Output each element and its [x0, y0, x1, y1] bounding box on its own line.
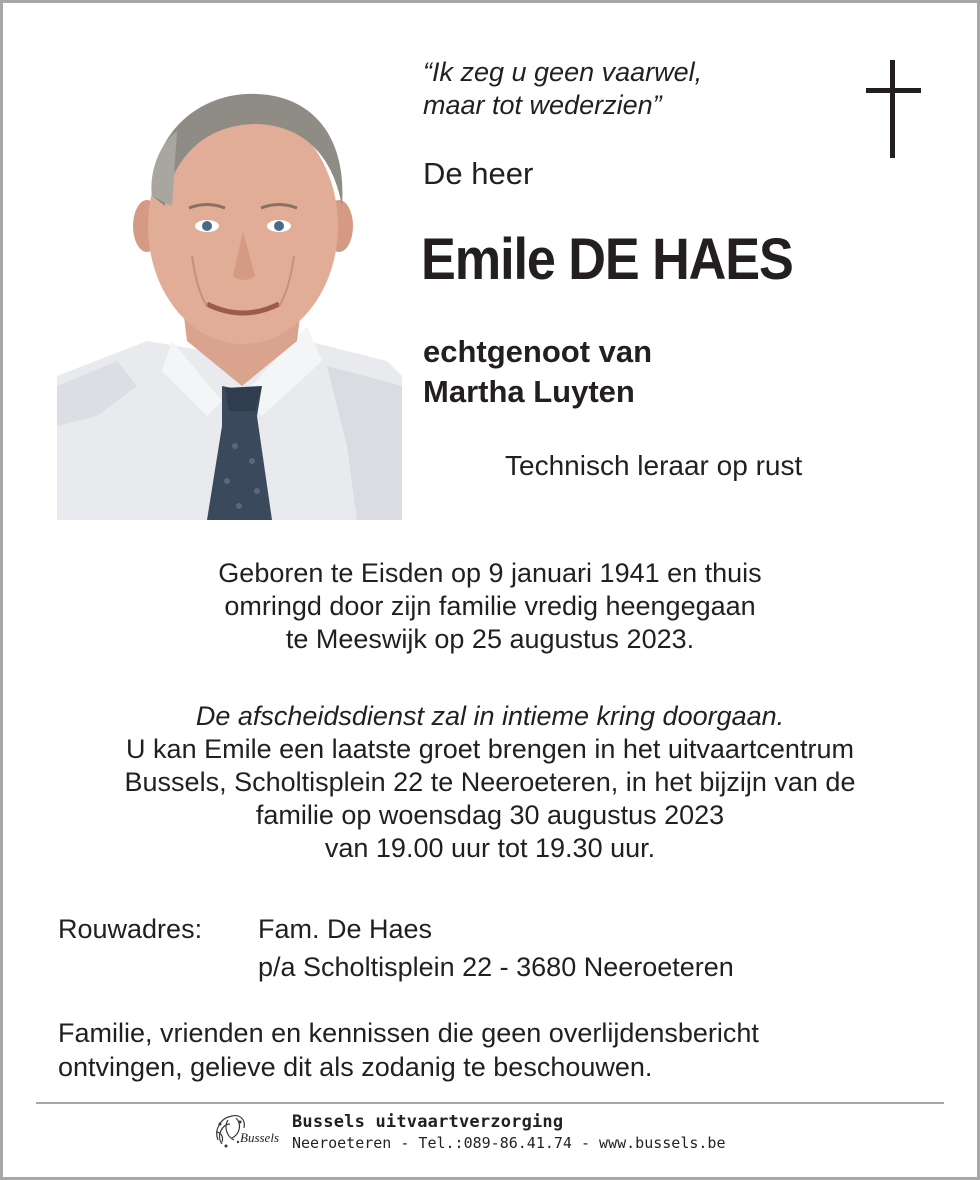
cross-icon — [863, 60, 925, 160]
footer — [292, 1112, 725, 1152]
service-info — [0, 700, 980, 865]
memorial-quote — [423, 56, 702, 122]
spouse-line: echtgenoot van — [423, 334, 653, 369]
portrait-photo — [57, 86, 402, 520]
spouse-name: Martha Luyten — [423, 374, 635, 409]
text-line: Bussels, Scholtisplein 22 te Neeroeteren, in het bijzijn van de — [124, 767, 856, 797]
company-name: Bussels uitvaartverzorging — [292, 1112, 564, 1132]
address-label: Rouwadres: — [58, 914, 203, 944]
text-line: familie op woensdag 30 augustus 2023 — [255, 800, 725, 830]
company-contact: Neeroeteren - Tel.:089-86.41.74 - www.bussels.be — [292, 1134, 726, 1152]
text-line: te Meeswijk op 25 augustus 2023. — [285, 624, 695, 654]
honorific: De heer — [423, 156, 534, 191]
mourning-address — [58, 910, 734, 986]
text-line: Familie, vrienden en kennissen die geen overlijdensbericht — [58, 1018, 759, 1048]
birth-death-info — [0, 557, 980, 656]
quote-line: “Ik zeg u geen vaarwel, — [423, 57, 703, 87]
notice-text — [58, 1016, 759, 1084]
service-intro: De afscheidsdienst zal in intieme kring doorgaan. — [195, 701, 785, 731]
spouse-info — [423, 332, 652, 412]
logo-text: Bussels — [240, 1130, 279, 1145]
quote-line: maar tot wederzien” — [423, 90, 662, 120]
deceased-name: Emile DE HAES — [421, 227, 793, 292]
text-line: U kan Emile een laatste groet brengen in het uitvaartcentrum — [126, 734, 854, 764]
text-line: van 19.00 uur tot 19.30 uur. — [324, 833, 656, 863]
address-line: Fam. De Haes — [258, 914, 433, 944]
bussels-logo — [210, 1110, 282, 1156]
address-line: p/a Scholtisplein 22 - 3680 Neeroeteren — [258, 952, 734, 982]
footer-divider — [36, 1102, 944, 1104]
text-line: ontvingen, gelieve dit als zodanig te beschouwen. — [58, 1052, 653, 1082]
text-line: omringd door zijn familie vredig heengegaan — [224, 591, 756, 621]
profession: Technisch leraar op rust — [505, 450, 803, 481]
text-line: Geboren te Eisden op 9 januari 1941 en thuis — [218, 558, 762, 588]
